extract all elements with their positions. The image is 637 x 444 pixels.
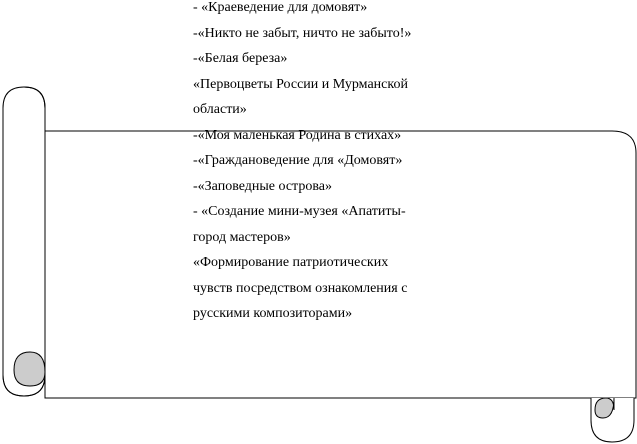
scroll-bottom-left-curl <box>14 352 45 386</box>
document-text-block <box>193 0 453 327</box>
text-line: -«Граждановедение для «Домовят» <box>193 153 403 168</box>
text-line: -«Белая береза» <box>193 51 288 66</box>
text-line: город мастеров» <box>193 229 291 245</box>
text-line: -«Моя маленькая Родина в стихах» <box>193 127 402 143</box>
text-line: -«Никто не забыт, ничто не забыто!» <box>193 25 412 41</box>
text-line: «Формирование патриотических <box>193 255 389 270</box>
text-line: - «Краеведение для домовят» <box>193 0 368 15</box>
text-line: -«Заповедные острова» <box>193 178 332 194</box>
text-line: области» <box>193 102 247 117</box>
scroll-left-roll <box>3 87 45 396</box>
text-line: русскими композиторами» <box>193 306 353 321</box>
text-line: «Первоцветы России и Мурманской <box>193 76 408 92</box>
text-line: чувств посредством ознакомления с <box>193 280 408 296</box>
text-line: - «Создание мини-музея «Апатиты- <box>193 204 406 219</box>
